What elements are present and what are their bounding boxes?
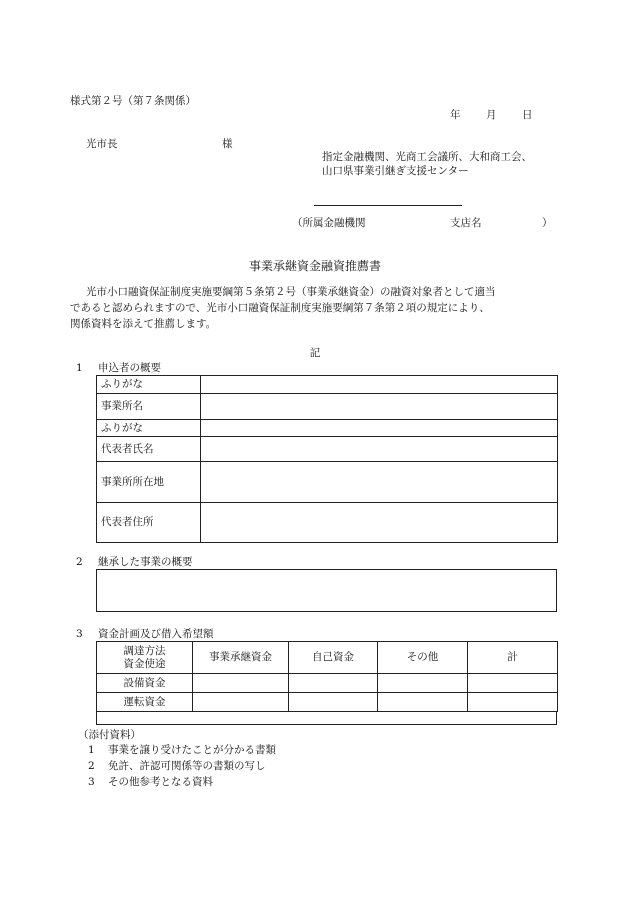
signature-line bbox=[314, 205, 462, 206]
column-header: 事業承継資金 bbox=[193, 642, 289, 674]
equipment-own-cell[interactable] bbox=[289, 674, 378, 693]
column-header: その他 bbox=[378, 642, 468, 674]
operating-other-cell[interactable] bbox=[378, 693, 468, 712]
body-line-1: 光市小口融資保証制度実施要綱第５条第２号（事業承継資金）の融資対象者として適当 bbox=[86, 286, 496, 298]
equipment-other-cell[interactable] bbox=[378, 674, 468, 693]
section1-title: 申込者の概要 bbox=[98, 362, 161, 374]
branch-label: 支店名 bbox=[450, 217, 482, 229]
table-row bbox=[97, 693, 558, 712]
row-label: 運転資金 bbox=[97, 693, 193, 712]
table-row bbox=[97, 437, 558, 462]
table-row bbox=[97, 420, 558, 437]
business-address-field[interactable] bbox=[201, 462, 558, 503]
table-row bbox=[97, 674, 558, 693]
attachment-item: その他参考となる資料 bbox=[108, 776, 213, 788]
furigana-1-field[interactable] bbox=[201, 376, 558, 394]
attachment-item: 免許、許認可関係等の書類の写し bbox=[108, 760, 266, 772]
corner-line-2: 資金使途 bbox=[123, 657, 166, 670]
row-label: 事業所名 bbox=[97, 394, 201, 420]
date-month-label: 月 bbox=[486, 109, 497, 121]
row-label: ふりがな bbox=[97, 376, 201, 394]
equipment-succession-cell[interactable] bbox=[193, 674, 289, 693]
sender-line-2: 山口県事業引継ぎ支援センター bbox=[322, 165, 469, 177]
table-bottom-margin bbox=[96, 711, 557, 725]
attachments-title: （添付資料） bbox=[78, 729, 141, 741]
representative-name-field[interactable] bbox=[201, 437, 558, 462]
addressee-name: 光市長 bbox=[86, 138, 118, 150]
form-number: 様式第２号（第７条関係） bbox=[70, 95, 196, 107]
section2-number: 2 bbox=[76, 556, 83, 568]
section3-title: 資金計画及び借入希望額 bbox=[98, 628, 214, 640]
operating-own-cell[interactable] bbox=[289, 693, 378, 712]
table-header-row bbox=[97, 642, 558, 674]
column-header: 自己資金 bbox=[289, 642, 378, 674]
sender-line-1: 指定金融機関、光商工会議所、大和商工会、 bbox=[322, 151, 532, 163]
row-label: 事業所所在地 bbox=[97, 462, 201, 503]
body-line-2: であると認められますので、光市小口融資保証制度実施要綱第７条第２項の規定により、 bbox=[70, 302, 490, 314]
attachment-item: 事業を譲り受けたことが分かる書類 bbox=[108, 744, 276, 756]
furigana-2-field[interactable] bbox=[201, 420, 558, 437]
row-label: ふりがな bbox=[97, 420, 201, 437]
operating-succession-cell[interactable] bbox=[193, 693, 289, 712]
table-row bbox=[97, 503, 558, 543]
column-header: 計 bbox=[468, 642, 558, 674]
section2-title: 継承した事業の概要 bbox=[98, 556, 193, 568]
corner-line-1: 調達方法 bbox=[123, 644, 166, 657]
applicant-table bbox=[96, 375, 558, 543]
section3-number: 3 bbox=[76, 628, 83, 640]
corner-header bbox=[97, 642, 193, 674]
table-row bbox=[97, 376, 558, 394]
business-overview-field[interactable] bbox=[96, 569, 557, 612]
table-row bbox=[97, 462, 558, 503]
document-title: 事業承継資金融資推薦書 bbox=[248, 259, 381, 273]
row-label: 設備資金 bbox=[97, 674, 193, 693]
affiliation-open: （所属金融機関 bbox=[292, 217, 366, 229]
business-name-field[interactable] bbox=[201, 394, 558, 420]
row-label: 代表者住所 bbox=[97, 503, 201, 543]
row-label: 代表者氏名 bbox=[97, 437, 201, 462]
date-day-label: 日 bbox=[522, 109, 533, 121]
ki-heading: 記 bbox=[309, 347, 321, 359]
equipment-total-cell[interactable] bbox=[468, 674, 558, 693]
funding-plan-table bbox=[96, 641, 558, 712]
date-year-label: 年 bbox=[450, 109, 461, 121]
operating-total-cell[interactable] bbox=[468, 693, 558, 712]
body-line-3: 関係資料を添えて推薦します。 bbox=[70, 318, 217, 330]
affiliation-close: ） bbox=[542, 217, 553, 229]
attachment-no: 2 bbox=[88, 760, 95, 772]
attachment-no: 3 bbox=[88, 776, 95, 788]
addressee-honorific: 様 bbox=[222, 138, 233, 150]
attachment-no: 1 bbox=[88, 744, 95, 756]
representative-address-field[interactable] bbox=[201, 503, 558, 543]
table-row bbox=[97, 394, 558, 420]
section1-number: 1 bbox=[76, 362, 83, 374]
